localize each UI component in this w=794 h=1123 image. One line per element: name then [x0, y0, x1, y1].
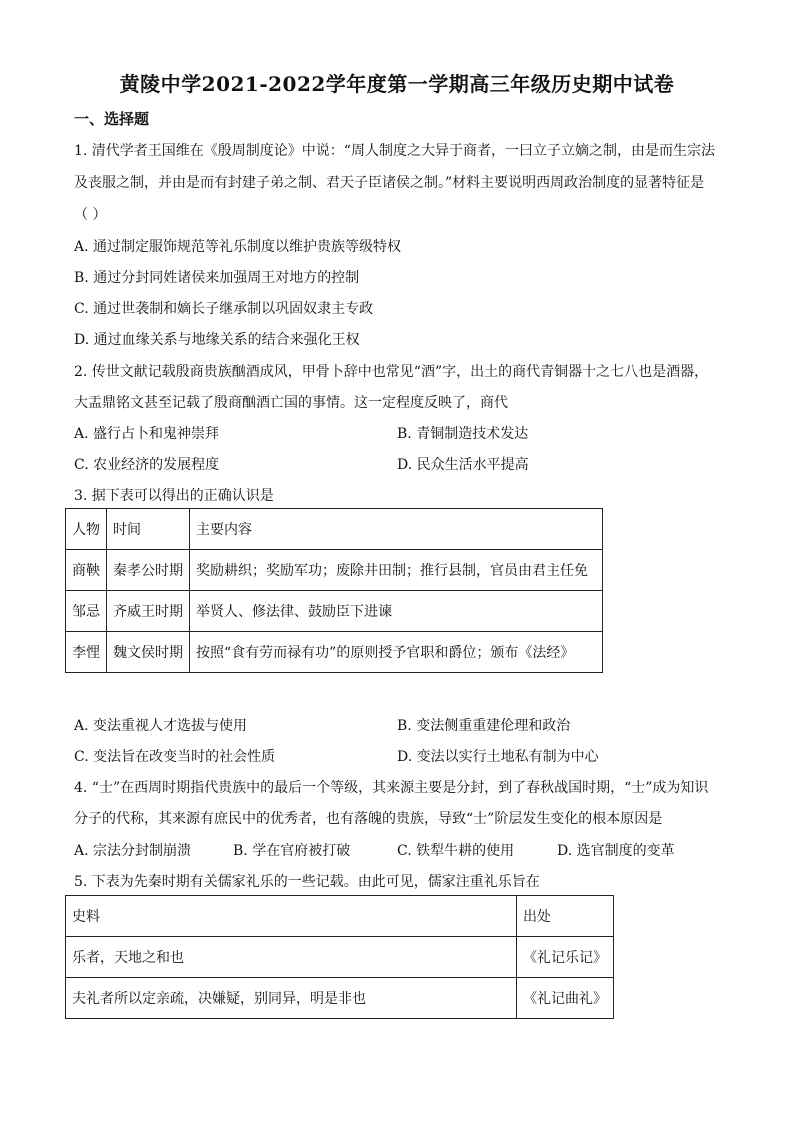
q1-option-a[interactable]: A. 通过制定服饰规范等礼乐制度以维护贵族等级特权 — [74, 239, 402, 255]
section-heading: 一、选择题 — [74, 110, 150, 128]
q4-stem-line-1: 4. “士”在西周时期指代贵族中的最后一个等级，其来源主要是分封，到了春秋战国时期，“士”成为知识 — [74, 780, 709, 796]
q3-option-c[interactable]: C. 变法旨在改变当时的社会性质 — [74, 749, 276, 765]
q3-cell-time: 齐威王时期 — [107, 591, 190, 632]
q4-option-b[interactable]: B. 学在官府被打破 — [233, 843, 351, 859]
q3-cell-person: 李悝 — [66, 632, 107, 673]
q2-stem-line-1: 2. 传世文献记载殷商贵族酗酒成风，甲骨卜辞中也常见“酒”字，出土的商代青铜器十之七八也是酒器， — [74, 364, 709, 380]
exam-title: 黄陵中学2021-2022学年度第一学期高三年级历史期中试卷 — [119, 72, 675, 96]
q5-cell-origin: 《礼记曲礼》 — [517, 978, 614, 1019]
q5-header-source: 史料 — [66, 896, 517, 937]
q4-stem-line-2: 分子的代称，其来源有庶民中的优秀者，也有落魄的贵族，导致“士”阶层发生变化的根本原因是 — [74, 811, 663, 827]
q3-cell-person: 商鞅 — [66, 550, 107, 591]
table-row — [66, 591, 603, 632]
q2-option-d[interactable]: D. 民众生活水平提高 — [397, 457, 529, 473]
q3-header-time: 时间 — [107, 509, 190, 550]
q3-table — [65, 508, 603, 673]
q1-option-d[interactable]: D. 通过血缘关系与地缘关系的结合来强化王权 — [74, 332, 360, 348]
q3-cell-time: 秦孝公时期 — [107, 550, 190, 591]
q1-answer-blank: （ ） — [74, 207, 107, 223]
q3-option-d[interactable]: D. 变法以实行土地私有制为中心 — [397, 749, 599, 765]
q4-option-a[interactable]: A. 宗法分封制崩溃 — [74, 843, 192, 859]
table-row — [66, 632, 603, 673]
q3-cell-content: 按照“食有劳而禄有功”的原则授予官职和爵位；颁布《法经》 — [190, 632, 603, 673]
q3-option-a[interactable]: A. 变法重视人才选拔与使用 — [74, 718, 248, 734]
q2-option-b[interactable]: B. 青铜制造技术发达 — [397, 426, 529, 442]
q5-cell-source: 乐者，天地之和也 — [66, 937, 517, 978]
q4-option-d[interactable]: D. 选官制度的变革 — [557, 843, 675, 859]
q2-stem-line-2: 大盂鼎铭文甚至记载了殷商酗酒亡国的事情。这一定程度反映了，商代 — [74, 395, 508, 411]
q1-option-b[interactable]: B. 通过分封同姓诸侯来加强周王对地方的控制 — [74, 270, 360, 286]
q5-table — [65, 895, 614, 1019]
q3-cell-time: 魏文侯时期 — [107, 632, 190, 673]
q3-table-header-row — [66, 509, 603, 550]
q3-stem: 3. 据下表可以得出的正确认识是 — [74, 488, 274, 504]
q5-table-header-row — [66, 896, 614, 937]
q2-option-c[interactable]: C. 农业经济的发展程度 — [74, 457, 220, 473]
q1-stem-line-2: 及丧服之制，并由是而有封建子弟之制、君天子臣诸侯之制。”材料主要说明西周政治制度的显著特征是 — [74, 175, 705, 191]
q5-stem: 5. 下表为先秦时期有关儒家礼乐的一些记载。由此可见，儒家注重礼乐旨在 — [74, 874, 540, 890]
q5-cell-origin: 《礼记乐记》 — [517, 937, 614, 978]
table-row — [66, 550, 603, 591]
q3-header-content: 主要内容 — [190, 509, 603, 550]
q3-cell-person: 邹忌 — [66, 591, 107, 632]
q3-cell-content: 举贤人、修法律、鼓励臣下进谏 — [190, 591, 603, 632]
q4-option-c[interactable]: C. 铁犁牛耕的使用 — [397, 843, 515, 859]
table-row — [66, 978, 614, 1019]
table-row — [66, 937, 614, 978]
q3-option-b[interactable]: B. 变法侧重重建伦理和政治 — [397, 718, 571, 734]
q5-cell-source: 夫礼者所以定亲疏，决嫌疑，别同异，明是非也 — [66, 978, 517, 1019]
q3-header-person: 人物 — [66, 509, 107, 550]
q3-cell-content: 奖励耕织；奖励军功；废除井田制；推行县制，官员由君主任免 — [190, 550, 603, 591]
q1-option-c[interactable]: C. 通过世袭制和嫡长子继承制以巩固奴隶主专政 — [74, 301, 374, 317]
q2-option-a[interactable]: A. 盛行占卜和鬼神崇拜 — [74, 426, 220, 442]
q5-header-origin: 出处 — [517, 896, 614, 937]
q1-stem-line-1: 1. 清代学者王国维在《殷周制度论》中说：“周人制度之大异于商者，一曰立子立嫡之制，由是而生宗法 — [74, 143, 715, 159]
